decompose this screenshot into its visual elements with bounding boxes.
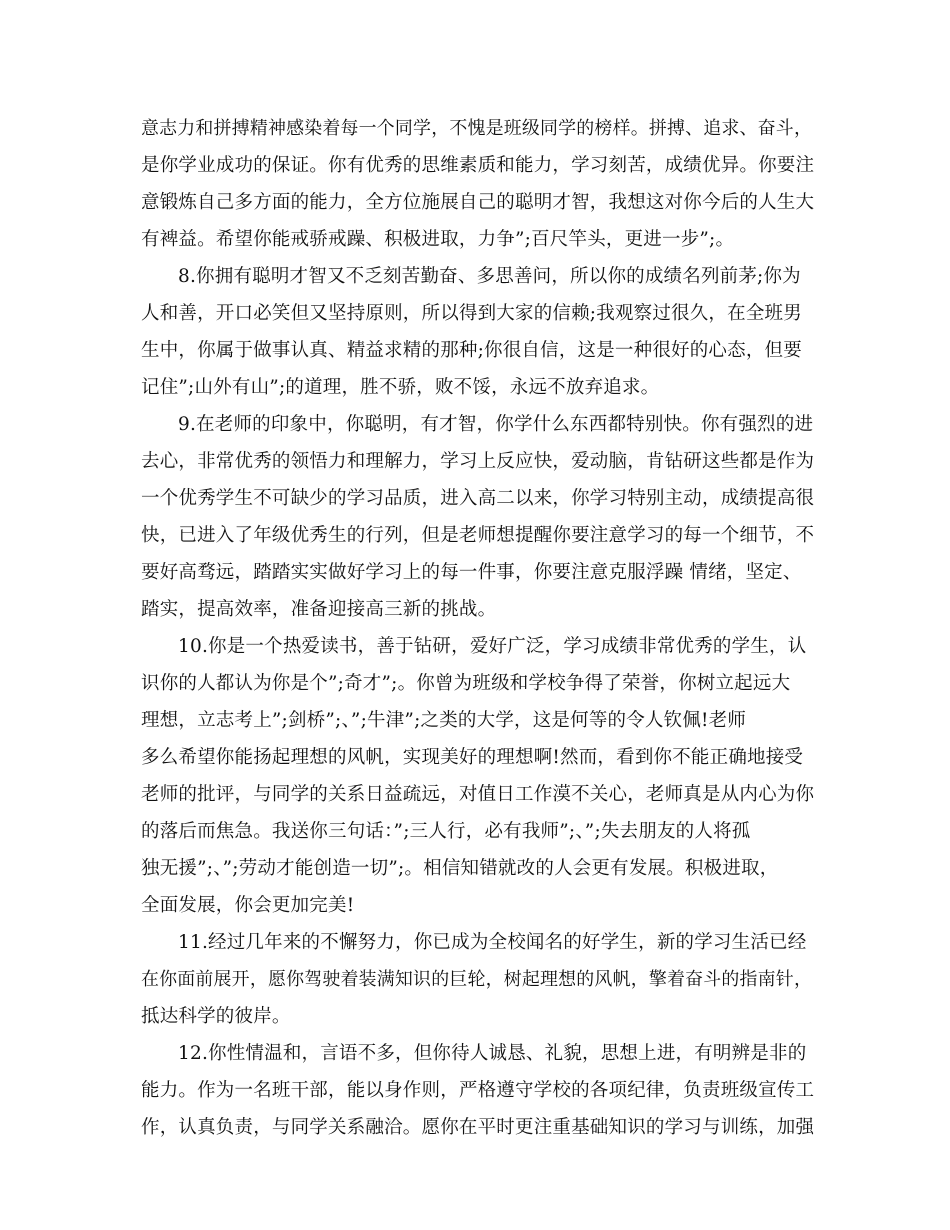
text-line: 在你面前展开，愿你驾驶着装满知识的巨轮，树起理想的风帆，擎着奋斗的指南针， <box>141 969 813 990</box>
text-line: 多么希望你能扬起理想的风帆，实现美好的理想啊!然而，看到你不能正确地接受 <box>141 747 804 768</box>
text-line: 快，已进入了年级优秀生的行列，但是老师想提醒你要注意学习的每一个细节，不 <box>141 525 815 546</box>
text-line: 作，认真负责，与同学关系融洽。愿你在平时更注重基础知识的学习与训练，加强 <box>141 1117 815 1138</box>
text-line: 记住”;山外有山”;的道理，胜不骄，败不馁，永远不放弃追求。 <box>141 377 660 398</box>
text-line: 理想，立志考上”;剑桥”;、”;牛津”;之类的大学，这是何等的令人钦佩!老师 <box>141 710 747 731</box>
text-line: 抵达科学的彼岸。 <box>141 1006 291 1027</box>
text-line: 识你的人都认为你是个”;奇才”;。你曾为班级和学校争得了荣誉，你树立起远大 <box>141 673 791 694</box>
text-line: 一个优秀学生不可缺少的学习品质，进入高二以来，你学习特别主动，成绩提高很 <box>141 488 815 509</box>
text-line: 是你学业成功的保证。你有优秀的思维素质和能力，学习刻苦，成绩优异。你要注 <box>141 155 815 176</box>
text-line: 去心，非常优秀的领悟力和理解力，学习上反应快，爱动脑，肯钻研这些都是作为 <box>141 451 815 472</box>
text-line: 的落后而焦急。我送你三句话：”;三人行，必有我师”;、”;失去朋友的人将孤 <box>141 821 751 842</box>
text-line: 全面发展，你会更加完美! <box>141 895 355 916</box>
text-line: 生中，你属于做事认真、精益求精的那种;你很自信，这是一种很好的心态，但要 <box>141 340 802 361</box>
text-line: 能力。作为一名班干部，能以身作则，严格遵守学校的各项纪律，负责班级宣传工 <box>141 1080 815 1101</box>
text-line: 11.经过几年来的不懈努力，你已成为全校闻名的好学生，新的学习生活已经 <box>178 932 807 953</box>
text-line: 踏实，提高效率，准备迎接高三新的挑战。 <box>141 599 497 620</box>
text-line: 意志力和拼搏精神感染着每一个同学，不愧是班级同学的榜样。拼搏、追求、奋斗， <box>141 118 813 139</box>
text-line: 9.在老师的印象中，你聪明，有才智，你学什么东西都特别快。你有强烈的进 <box>178 414 814 435</box>
text-line: 人和善，开口必笑但又坚持原则，所以得到大家的信赖;我观察过很久，在全班男 <box>141 303 802 324</box>
text-line: 12.你性情温和，言语不多，但你待人诚恳、礼貌，思想上进，有明辨是非的 <box>178 1043 807 1064</box>
text-line: 独无援”;、”;劳动才能创造一切”;。相信知错就改的人会更有发展。积极进取， <box>141 858 779 879</box>
text-line: 意锻炼自己多方面的能力，全方位施展自己的聪明才智，我想这对你今后的人生大 <box>141 192 815 213</box>
text-line: 要好高骛远，踏踏实实做好学习上的每一件事，你要注意克服浮躁 情绪，坚定、 <box>141 562 802 583</box>
text-line: 老师的批评，与同学的关系日益疏远，对值日工作漠不关心，老师真是从内心为你 <box>141 784 815 805</box>
text-line: 8.你拥有聪明才智又不乏刻苦勤奋、多思善问，所以你的成绩名列前茅;你为 <box>178 266 801 287</box>
text-line: 10.你是一个热爱读书，善于钻研，爱好广泛，学习成绩非常优秀的学生，认 <box>178 636 807 657</box>
document-body <box>141 110 816 1146</box>
text-line: 有裨益。希望你能戒骄戒躁、积极进取，力争”;百尺竿头，更进一步”;。 <box>141 229 735 250</box>
